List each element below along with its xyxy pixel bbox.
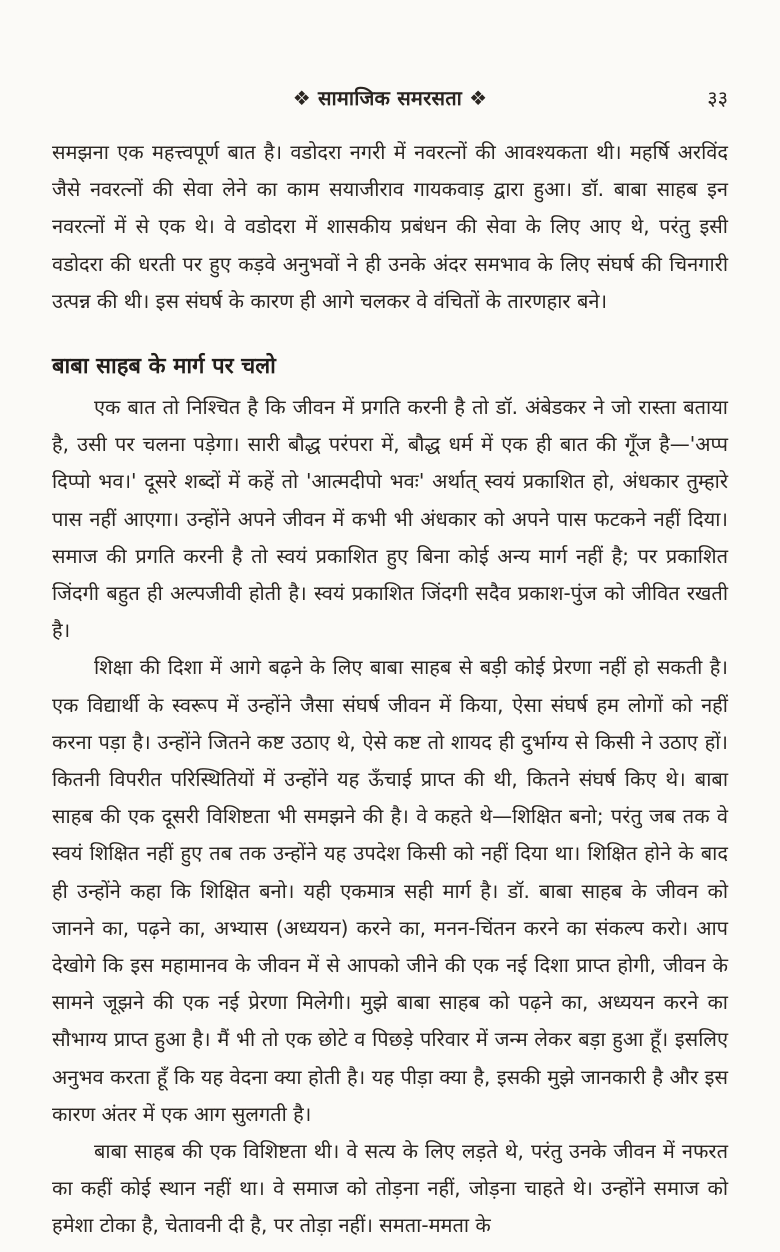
section-heading: बाबा साहब के मार्ग पर चलो (52, 354, 276, 380)
paragraph-specialty: बाबा साहब की एक विशिष्टता थी। वे सत्य के लिए लड़ते थे, परंतु उनके जीवन में नफरत का कहीं कोई स्थान नहीं था। वे समाज को तोड़ना नहीं, जोड़ना चाहते थे। उन्होंने समाज को हमेशा टोका है, चेतावनी दी है, पर तोड़ा नहीं। समता-ममता के (52, 1139, 728, 1238)
page-number: ३३ (707, 86, 728, 110)
paragraph-continuation: समझना एक महत्त्वपूर्ण बात है। वडोदरा नगरी में नवरत्नों की आवश्यकता थी। महर्षि अरविंद जैसे नवरत्नों की सेवा लेने का काम सयाजीराव गायकवाड़ द्वारा हुआ। डॉ. बाबा साहब इन नवरत्नों में से एक थे। वे वडोदरा में शासकीय प्रबंधन की सेवा के लिए आए थे, परंतु इसी वडोदरा की धरती पर हुए कड़वे अनुभवों ने ही उनके अंदर समभाव के लिए संघर्ष की चिनगारी उत्पन्न की थी। इस संघर्ष के कारण ही आगे चलकर वे वंचितों के तारणहार बने। (52, 140, 728, 313)
running-title: ❖ सामाजिक समरसता ❖ (292, 86, 488, 110)
paragraph-progress: एक बात तो निश्चित है कि जीवन में प्रगति करनी है तो डॉ. अंबेडकर ने जो रास्ता बताया है, उसी पर चलना पड़ेगा। सारी बौद्ध परंपरा में, बौद्ध धर्म में एक ही बात की गूँज है—'अप्प दिप्पो भव।' दूसरे शब्दों में कहें तो 'आत्मदीपो भवः' अर्थात् स्वयं प्रकाशित हो, अंधकार तुम्हारे पास नहीं आएगा। उन्होंने अपने जीवन में कभी भी अंधकार को अपने पास फटकने नहीं दिया। समाज की प्रगति करनी है तो स्वयं प्रकाशित हुए बिना कोई अन्य मार्ग नहीं है; पर प्रकाशित जिंदगी बहुत ही अल्पजीवी होती है। स्वयं प्रकाशित जिंदगी सदैव प्रकाश-पुंज को जीवित रखती है। (52, 395, 728, 643)
running-header (52, 84, 728, 116)
paragraph-education: शिक्षा की दिशा में आगे बढ़ने के लिए बाबा साहब से बड़ी कोई प्रेरणा नहीं हो सकती है। एक विद्यार्थी के स्वरूप में उन्होंने जैसा संघर्ष जीवन में किया, ऐसा संघर्ष हम लोगों को नहीं करना पड़ा है। उन्होंने जितने कष्ट उठाए थे, ऐसे कष्ट तो शायद ही दुर्भाग्य से किसी ने उठाए हों। कितनी विपरीत परिस्थितियों में उन्होंने यह ऊँचाई प्राप्त की थी, कितने संघर्ष किए थे। बाबा साहब की एक दूसरी विशिष्टता भी समझने की है। वे कहते थे—शिक्षित बनो; परंतु जब तक वे स्वयं शिक्षित नहीं हुए तब तक उन्होंने यह उपदेश किसी को नहीं दिया था। शिक्षित होने के बाद ही उन्होंने कहा कि शिक्षित बनो। यही एकमात्र सही मार्ग है। डॉ. बाबा साहब के जीवन को जानने का, पढ़ने का, अभ्यास (अध्ययन) करने का, मनन-चिंतन करने का संकल्प करो। आप देखोगे कि इस महामानव के जीवन में से आपको जीने की एक नई दिशा प्राप्त होगी, जीवन के सामने जूझने की एक नई प्रेरणा मिलेगी। मुझे बाबा साहब को पढ़ने का, अध्ययन करने का सौभाग्य प्राप्त हुआ है। मैं भी तो एक छोटे व पिछड़े परिवार में जन्म लेकर बड़ा हुआ हूँ। इसलिए अनुभव करता हूँ कि यह वेदना क्या होती है। यह पीड़ा क्या है, इसकी मुझे जानकारी है और इस कारण अंतर में एक आग सुलगती है। (52, 655, 728, 1126)
page-content (52, 134, 728, 1245)
